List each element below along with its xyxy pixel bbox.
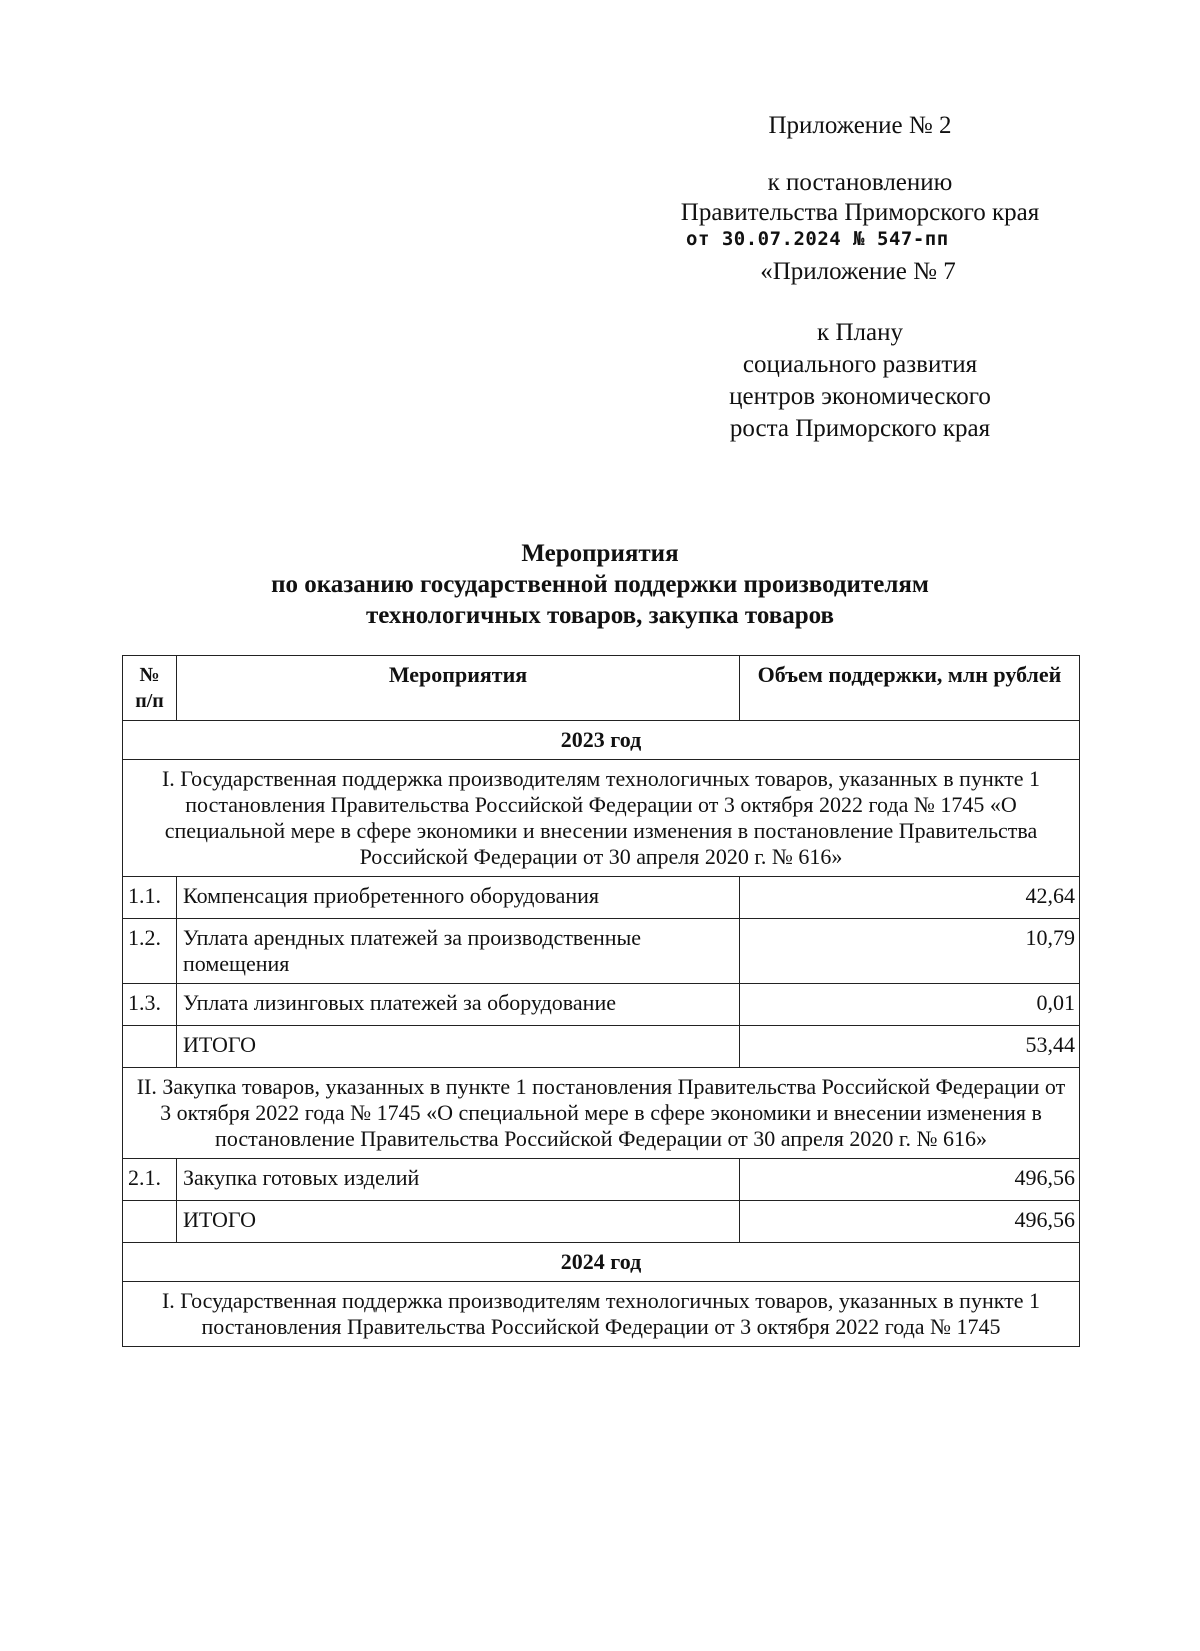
row-num xyxy=(123,1201,177,1243)
row-num: 1.2. xyxy=(123,919,177,984)
appendix-number: Приложение № 2 xyxy=(768,112,952,139)
header-num: № п/п xyxy=(123,656,177,721)
row-num xyxy=(123,1026,177,1068)
table-header-row xyxy=(123,656,1080,721)
row-value: 0,01 xyxy=(740,984,1080,1026)
section-2-title: II. Закупка товаров, указанных в пункте 1 постановления Правительства Российской Федерации от 3 октября 2022 года № 1745 «О специальной мере в сфере экономики и внесении изменения в постановление Правительства Российской Федерации от 30 апреля 2020 г. № 616» xyxy=(123,1068,1080,1159)
measures-table xyxy=(122,655,1080,1347)
row-name: Уплата лизинговых платежей за оборудование xyxy=(177,984,740,1026)
row-num: 1.1. xyxy=(123,877,177,919)
title-line: технологичных товаров, закупка товаров xyxy=(365,602,834,629)
quoted-appendix-number: «Приложение № 7 xyxy=(760,258,956,285)
header-name: Мероприятия xyxy=(177,656,740,721)
table-row xyxy=(123,877,1080,919)
row-name: ИТОГО xyxy=(177,1201,740,1243)
section-row xyxy=(123,760,1080,877)
document-title xyxy=(150,538,1050,631)
row-name: Закупка готовых изделий xyxy=(177,1159,740,1201)
appendix-reference xyxy=(670,168,1050,228)
row-name: ИТОГО xyxy=(177,1026,740,1068)
row-num: 1.3. xyxy=(123,984,177,1026)
plan-line: роста Приморского края xyxy=(729,415,991,442)
registration-stamp: от 30.07.2024 № 547-пп xyxy=(686,228,949,250)
section-1-title: I. Государственная поддержка производителям технологичных товаров, указанных в пункте 1 постановления Правительства Российской Федерации от 3 октября 2022 года № 1745 «О специальной мере в сфере экономики и внесении изменения в постановление Правительства Российской Федерации от 30 апреля 2020 г. № 616» xyxy=(123,760,1080,877)
header-value: Объем поддержки, млн рублей xyxy=(740,656,1080,721)
plan-line: центров экономического xyxy=(729,383,991,410)
total-row xyxy=(123,1201,1080,1243)
year-row xyxy=(123,721,1080,760)
row-name: Уплата арендных платежей за производственные помещения xyxy=(177,919,740,984)
section-3-title: I. Государственная поддержка производителям технологичных товаров, указанных в пункте 1 постановления Правительства Российской Федерации от 3 октября 2022 года № 1745 xyxy=(123,1282,1080,1347)
table-row xyxy=(123,1159,1080,1201)
plan-reference xyxy=(700,317,1020,445)
plan-line: социального развития xyxy=(742,351,978,378)
row-value: 53,44 xyxy=(740,1026,1080,1068)
title-line: Мероприятия xyxy=(521,540,679,567)
row-value: 42,64 xyxy=(740,877,1080,919)
section-row xyxy=(123,1068,1080,1159)
row-value: 10,79 xyxy=(740,919,1080,984)
table-row xyxy=(123,919,1080,984)
total-row xyxy=(123,1026,1080,1068)
plan-line: к Плану xyxy=(817,319,903,346)
to-resolution-line: к постановлению xyxy=(767,169,953,196)
row-value: 496,56 xyxy=(740,1159,1080,1201)
year-2024-label: 2024 год xyxy=(123,1243,1080,1282)
year-2023-label: 2023 год xyxy=(123,721,1080,760)
section-row xyxy=(123,1282,1080,1347)
government-line: Правительства Приморского края xyxy=(680,199,1040,226)
row-name: Компенсация приобретенного оборудования xyxy=(177,877,740,919)
title-line: по оказанию государственной поддержки производителям xyxy=(271,571,929,598)
year-row xyxy=(123,1243,1080,1282)
row-num: 2.1. xyxy=(123,1159,177,1201)
table-row xyxy=(123,984,1080,1026)
row-value: 496,56 xyxy=(740,1201,1080,1243)
